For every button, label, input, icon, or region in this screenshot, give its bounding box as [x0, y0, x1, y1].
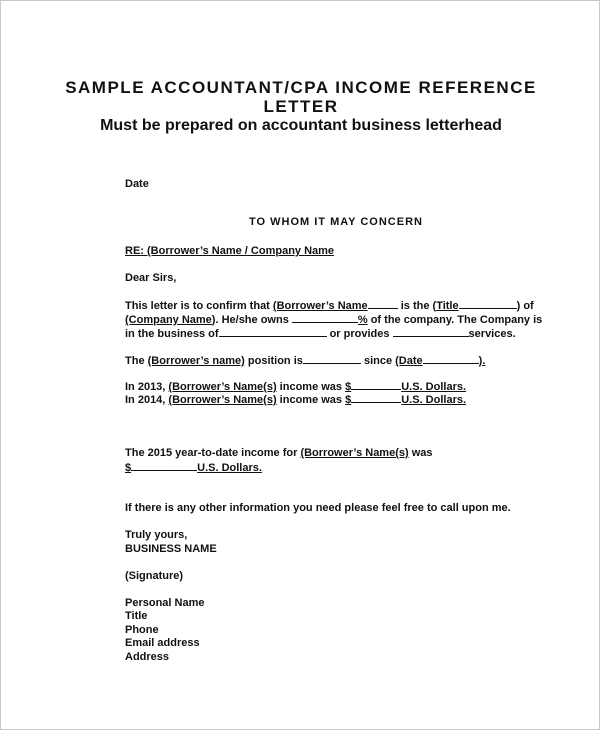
- text: The 2015 year-to-date income for: [125, 447, 301, 459]
- blank-line: [351, 379, 401, 390]
- borrower-names-field: (Borrower’s Name(s): [168, 394, 277, 406]
- dollar-sign: $: [345, 394, 352, 406]
- closing-note: If there is any other information you need please feel free to call upon me.: [125, 502, 511, 514]
- text: since: [360, 355, 396, 367]
- blank-line: [393, 326, 469, 337]
- blank-line: [219, 326, 327, 337]
- text: ) of: [516, 300, 534, 312]
- borrower-name-field: (Borrower’s name): [147, 355, 245, 367]
- text: or provides: [326, 328, 393, 340]
- blank-line: [303, 353, 361, 364]
- text: is the (: [397, 300, 437, 312]
- text: in the business of: [125, 328, 219, 340]
- borrower-name-field: (Borrower’s Name: [272, 300, 368, 312]
- text: income was: [276, 381, 346, 393]
- income-2014: [125, 392, 466, 407]
- contact-address: Address: [125, 651, 170, 663]
- contact-personal-name: Personal Name: [125, 597, 205, 609]
- blank-line: [423, 353, 479, 364]
- dollar-sign: $: [345, 381, 352, 393]
- date-label: Date: [125, 178, 149, 190]
- company-name-field: (Company Name: [125, 314, 212, 326]
- text: The: [125, 355, 148, 367]
- text: ).: [478, 355, 486, 367]
- currency-label: U.S. Dollars.: [197, 462, 262, 474]
- ytd-income-line1: [125, 446, 433, 460]
- text: This letter is to confirm that: [125, 300, 273, 312]
- text: ). He/she owns: [211, 314, 292, 326]
- text: In 2013,: [125, 381, 169, 393]
- text: was: [408, 447, 433, 459]
- re-line: RE: (Borrower’s Name / Company Name: [125, 245, 335, 257]
- paragraph1-line2: [125, 312, 542, 327]
- greeting: Dear Sirs,: [125, 272, 177, 284]
- signature-placeholder: (Signature): [125, 570, 184, 582]
- paragraph1-line3: [125, 326, 516, 341]
- text: of the company. The Company is: [367, 314, 543, 326]
- document-title-line1: SAMPLE ACCOUNTANT/CPA INCOME REFERENCE: [65, 78, 537, 97]
- document-subtitle: Must be prepared on accountant business letterhead: [100, 117, 502, 134]
- date-field: (Date: [395, 355, 423, 367]
- currency-label: U.S. Dollars.: [401, 381, 467, 393]
- borrower-names-field: (Borrower’s Name(s): [300, 447, 409, 459]
- contact-phone: Phone: [125, 624, 159, 636]
- paragraph2: [125, 353, 485, 368]
- title-field: Title: [436, 300, 459, 312]
- percent-field: %: [357, 314, 368, 326]
- blank-line: [292, 312, 358, 323]
- paragraph1-line1: [125, 298, 534, 313]
- document-title-line2: LETTER: [263, 97, 339, 116]
- contact-email: Email address: [125, 637, 200, 649]
- contact-title: Title: [125, 610, 148, 622]
- business-name: BUSINESS NAME: [125, 543, 217, 555]
- dollar-sign: $: [125, 462, 132, 474]
- text: services.: [468, 328, 516, 340]
- blank-line: [459, 298, 517, 309]
- text: position is: [244, 355, 303, 367]
- salutation-heading: TO WHOM IT MAY CONCERN: [249, 216, 423, 228]
- blank-line: [368, 298, 398, 309]
- blank-line: [131, 460, 197, 471]
- blank-line: [351, 392, 401, 403]
- currency-label: U.S. Dollars.: [401, 394, 467, 406]
- borrower-names-field: (Borrower’s Name(s): [168, 381, 277, 393]
- text: In 2014,: [125, 394, 169, 406]
- ytd-income-line2: [125, 460, 262, 475]
- signoff: Truly yours,: [125, 529, 188, 541]
- text: income was: [276, 394, 346, 406]
